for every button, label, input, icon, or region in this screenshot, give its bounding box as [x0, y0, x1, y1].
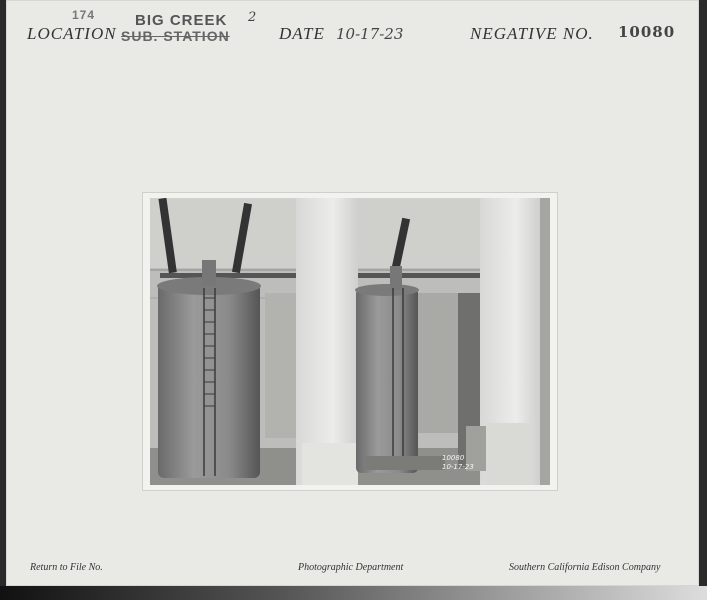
location-label: LOCATION [27, 24, 117, 43]
location-value: BIG CREEK [135, 12, 228, 29]
negative-label: NEGATIVE NO. [470, 24, 594, 43]
negative-value: 10080 [618, 23, 676, 41]
film-edge-strip [0, 586, 707, 600]
location-struck-text: SUB. STATION [121, 28, 230, 44]
photograph [143, 193, 557, 490]
photo-annotation-date: 10-17-23 [442, 463, 474, 471]
photo-annotation-number: 10080 [442, 454, 465, 462]
footer-company: Southern California Edison Company [509, 562, 661, 573]
date-value: 10-17-23 [336, 25, 404, 43]
photograph-image [150, 198, 550, 485]
date-label: DATE [279, 24, 325, 43]
footer-department: Photographic Department [298, 562, 404, 573]
location-number: 174 [72, 8, 96, 22]
footer-return-to-file: Return to File No. [30, 562, 103, 573]
location-handwritten-number: 2 [248, 10, 257, 25]
